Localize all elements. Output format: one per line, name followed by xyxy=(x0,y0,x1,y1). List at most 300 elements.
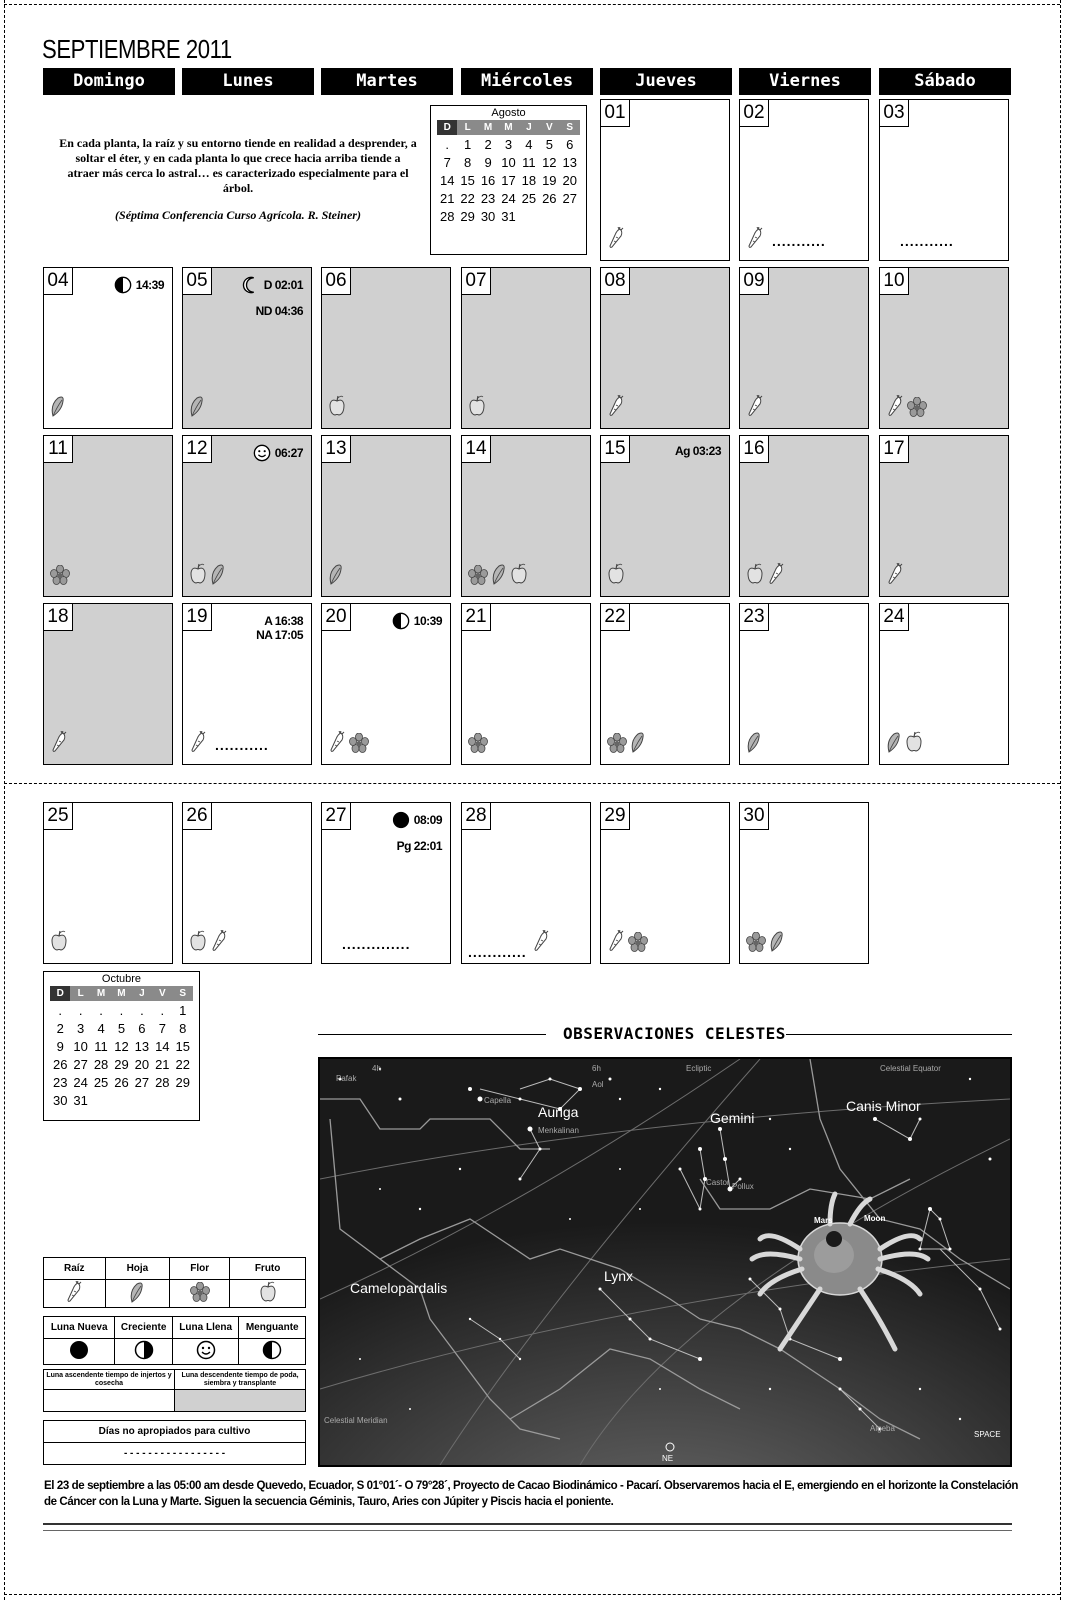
star xyxy=(739,1178,742,1181)
mini-weekday: V xyxy=(539,120,559,135)
star xyxy=(478,1097,483,1102)
mini-day: 11 xyxy=(522,154,536,170)
hoja-icon xyxy=(769,930,785,957)
organ-icons xyxy=(189,563,226,590)
mini-calendar-august xyxy=(430,105,587,255)
star xyxy=(838,1357,842,1361)
moon-phase-info xyxy=(392,811,442,829)
day-number: 30 xyxy=(740,803,769,830)
label-capella: Capella xyxy=(484,1096,512,1105)
day-cell[interactable] xyxy=(739,267,869,429)
legend-menguante-label: Menguante xyxy=(239,1317,306,1339)
legend-waxing-moon-icon xyxy=(115,1339,173,1365)
raiz-icon xyxy=(746,227,764,254)
hoja-icon xyxy=(886,731,902,758)
mini-day xyxy=(539,207,559,225)
legend-bad-days-label: Días no apropiados para cultivo xyxy=(44,1421,306,1443)
mini-day: 3 xyxy=(504,136,513,152)
mini-day: 21 xyxy=(155,1056,170,1072)
day-number: 29 xyxy=(601,803,630,830)
star xyxy=(379,1188,381,1190)
legend-fruto-label: Fruto xyxy=(230,1258,306,1280)
legend-raiz-icon-cell xyxy=(44,1280,106,1308)
day-number: 02 xyxy=(740,100,769,127)
organ-icons xyxy=(746,930,785,957)
mini-day xyxy=(519,207,539,225)
fruto-icon xyxy=(189,930,207,957)
mini-day: 10 xyxy=(73,1038,88,1054)
day-cell[interactable] xyxy=(321,435,451,597)
mini-calendar-title: Octubre xyxy=(101,973,142,985)
hoja-icon xyxy=(491,563,507,590)
flor-icon xyxy=(607,733,627,758)
day-cell[interactable] xyxy=(739,99,869,261)
mini-day: . xyxy=(445,136,450,152)
day-cell[interactable] xyxy=(321,802,451,964)
mini-day: 28 xyxy=(439,208,455,224)
mini-day: 27 xyxy=(562,190,577,206)
day-cell[interactable] xyxy=(600,267,730,429)
raiz-icon xyxy=(65,1295,83,1306)
star xyxy=(409,1408,411,1410)
day-number: 05 xyxy=(183,268,212,295)
star xyxy=(609,1078,612,1081)
organ-icons xyxy=(607,563,625,590)
mini-day: 18 xyxy=(521,172,537,188)
mini-day: 28 xyxy=(93,1056,109,1072)
star xyxy=(949,1248,952,1251)
star xyxy=(919,1248,922,1251)
hoja-icon xyxy=(189,395,205,422)
day-cell[interactable] xyxy=(600,603,730,765)
day-cell[interactable] xyxy=(879,435,1009,597)
legend-ascend-swatch xyxy=(44,1390,175,1412)
day-cell[interactable] xyxy=(182,802,312,964)
mini-day xyxy=(560,207,580,225)
label-moon: Moon xyxy=(864,1214,886,1223)
legend-luna-nueva-label: Luna Nueva xyxy=(44,1317,115,1339)
flor-icon xyxy=(628,932,648,957)
right-dashed-border xyxy=(1060,0,1061,1600)
mini-day: 27 xyxy=(134,1074,150,1090)
fruto-icon xyxy=(510,563,528,590)
unsuitable-marker: .............. xyxy=(342,936,411,952)
hoja-icon xyxy=(210,563,226,590)
legend-ascend-label: Luna ascendente tiempo de injertos y cosecha xyxy=(44,1370,175,1390)
label-castor: Castor xyxy=(706,1178,730,1187)
star xyxy=(779,1308,782,1311)
mini-day: 30 xyxy=(480,208,496,224)
left-dashed-border xyxy=(4,0,5,1600)
label-aol: Aol xyxy=(592,1080,604,1089)
organ-icons xyxy=(607,930,648,957)
organ-icons xyxy=(328,563,344,590)
legend-descend-swatch xyxy=(175,1390,306,1412)
weekday-5: Viernes xyxy=(739,68,871,95)
day-cell[interactable] xyxy=(461,802,591,964)
mini-day: 13 xyxy=(134,1038,150,1054)
star xyxy=(468,1087,472,1091)
organ-icons xyxy=(50,930,68,957)
event-note: NA 17:05 xyxy=(256,628,303,642)
day-cell[interactable] xyxy=(879,99,1009,261)
star xyxy=(519,1178,522,1181)
mini-weekday: J xyxy=(519,120,539,135)
mini-day: 26 xyxy=(114,1074,129,1090)
mini-day: 7 xyxy=(443,154,451,170)
star xyxy=(499,1338,501,1340)
organ-icons xyxy=(746,731,762,758)
star xyxy=(469,1318,471,1320)
day-number: 13 xyxy=(322,436,351,463)
mini-day: 31 xyxy=(501,208,516,224)
raiz-icon xyxy=(607,395,625,422)
day-cell[interactable] xyxy=(600,435,730,597)
label-ecliptic: Ecliptic xyxy=(686,1064,712,1073)
organ-icons xyxy=(468,930,550,960)
unsuitable-marker: ........... xyxy=(772,233,826,249)
day-number: 27 xyxy=(322,803,351,830)
unsuitable-marker: ........... xyxy=(900,233,954,249)
day-cell[interactable] xyxy=(43,603,173,765)
moon-time: D 02:01 xyxy=(263,278,303,292)
star xyxy=(839,1388,842,1391)
raiz-icon xyxy=(328,731,346,758)
star xyxy=(619,1098,621,1100)
star-chart-graphic xyxy=(320,1059,1010,1465)
raiz-icon xyxy=(50,731,68,758)
day-cell[interactable] xyxy=(321,267,451,429)
star xyxy=(928,1207,932,1211)
raiz-icon xyxy=(886,395,904,422)
star xyxy=(528,1127,533,1132)
day-cell[interactable] xyxy=(43,435,173,597)
label-mars: Mars xyxy=(814,1216,833,1225)
star xyxy=(873,1117,877,1121)
star xyxy=(919,1388,921,1390)
event-note: Pg 22:01 xyxy=(396,839,442,853)
day-number: 14 xyxy=(462,436,491,463)
star xyxy=(549,1078,552,1081)
day-cell[interactable] xyxy=(182,435,312,597)
flor-icon xyxy=(746,932,766,957)
fruto-icon xyxy=(328,395,346,422)
mini-day: 20 xyxy=(134,1056,150,1072)
organ-icons xyxy=(468,563,528,590)
day-number: 24 xyxy=(880,604,909,631)
day-number: 07 xyxy=(462,268,491,295)
mini-day: 15 xyxy=(175,1038,190,1054)
weekday-2: Martes xyxy=(321,68,453,95)
day-number: 20 xyxy=(322,604,351,631)
organ-icons xyxy=(468,733,488,758)
mini-day: 11 xyxy=(94,1038,108,1054)
organ-icons xyxy=(50,731,68,758)
star xyxy=(359,1358,361,1360)
mini-day: 29 xyxy=(175,1074,190,1090)
moon-phase-info xyxy=(114,276,164,294)
raiz-icon xyxy=(607,227,625,254)
star xyxy=(539,1148,542,1151)
mini-day: 30 xyxy=(52,1092,68,1108)
mini-day: 22 xyxy=(460,190,475,206)
flor-icon xyxy=(907,397,927,422)
mini-day: . xyxy=(140,1002,144,1018)
star xyxy=(699,1208,702,1211)
label-celestial-meridian: Celestial Meridian xyxy=(324,1416,388,1425)
mini-day: 8 xyxy=(179,1020,187,1036)
footer-rule-2 xyxy=(43,1530,1012,1531)
star xyxy=(578,1087,582,1091)
day-cell[interactable] xyxy=(182,603,312,765)
fruto-icon xyxy=(189,563,207,590)
mini-weekday: L xyxy=(457,120,477,135)
day-cell[interactable] xyxy=(739,802,869,964)
day-cell[interactable] xyxy=(43,802,173,964)
mini-weekday: M xyxy=(498,120,518,135)
day-cell[interactable] xyxy=(739,435,869,597)
organ-icons xyxy=(468,395,486,422)
mini-weekday: D xyxy=(437,120,457,135)
mini-day: 10 xyxy=(501,154,516,170)
day-number: 23 xyxy=(740,604,769,631)
day-number: 17 xyxy=(880,436,909,463)
organ-icons xyxy=(886,563,904,590)
star xyxy=(519,1098,522,1101)
mini-day: 24 xyxy=(73,1074,88,1090)
observations-rule-right xyxy=(786,1034,1012,1035)
label-algeba: Algeba xyxy=(870,1424,895,1433)
mini-day: . xyxy=(99,1002,103,1018)
organ-icons xyxy=(746,563,785,590)
legend-descend-label: Luna descendente tiempo de poda, siembra y transplante xyxy=(175,1370,306,1390)
star xyxy=(679,1168,682,1171)
star xyxy=(619,1168,621,1170)
organ-icons xyxy=(886,731,923,758)
legend-flor-label: Flor xyxy=(170,1258,230,1280)
day-cell[interactable] xyxy=(461,435,591,597)
hoja-icon xyxy=(746,731,762,758)
mini-weekday: M xyxy=(91,986,111,1001)
organ-icons xyxy=(189,395,205,422)
legend-ascend-table xyxy=(43,1369,306,1412)
hoja-icon xyxy=(50,395,66,422)
unsuitable-marker: ........... xyxy=(215,737,269,753)
organ-icons xyxy=(50,395,66,422)
mini-day: 24 xyxy=(501,190,516,206)
label-celestial-equator: Celestial Equator xyxy=(880,1064,941,1073)
mini-weekday: S xyxy=(173,986,193,1001)
label-ne: NE xyxy=(662,1454,674,1463)
legend-hoja-label: Hoja xyxy=(105,1258,170,1280)
day-cell[interactable] xyxy=(600,802,730,964)
mini-calendar-table xyxy=(437,120,580,225)
mini-day: 25 xyxy=(521,190,537,206)
star xyxy=(659,1388,661,1390)
day-cell[interactable] xyxy=(321,603,451,765)
weekday-6: Sábado xyxy=(879,68,1011,95)
unsuitable-marker: ............ xyxy=(468,944,527,960)
star xyxy=(698,1357,702,1361)
mini-day: 3 xyxy=(77,1020,85,1036)
moon-time: Ag 03:23 xyxy=(674,444,721,458)
mini-day: . xyxy=(58,1002,63,1018)
legend-moons-table xyxy=(43,1316,306,1365)
mini-weekday: S xyxy=(560,120,580,135)
day-number: 03 xyxy=(880,100,909,127)
legend-hoja-icon-cell xyxy=(105,1280,170,1308)
label-camelopardalis: Camelopardalis xyxy=(350,1280,448,1296)
moon-time: 14:39 xyxy=(135,278,164,292)
flor-icon xyxy=(190,1294,210,1305)
legend-new-moon-icon xyxy=(44,1339,115,1365)
bottom-dashed-border xyxy=(4,1594,1060,1595)
mini-calendar-title: Agosto xyxy=(491,107,526,119)
mini-day: 5 xyxy=(117,1020,126,1036)
mini-day: 29 xyxy=(460,208,475,224)
mini-day: 23 xyxy=(480,190,496,206)
star xyxy=(639,1208,641,1210)
star xyxy=(749,1278,752,1281)
flor-icon xyxy=(468,733,488,758)
mini-day: . xyxy=(160,1002,165,1018)
star xyxy=(569,1218,571,1220)
mini-day xyxy=(173,1091,193,1109)
moon-time: 06:27 xyxy=(274,446,303,460)
mini-day: 26 xyxy=(52,1056,68,1072)
day-number: 08 xyxy=(601,268,630,295)
day-cell[interactable] xyxy=(461,603,591,765)
mini-day: 4 xyxy=(525,136,533,152)
star xyxy=(908,1137,912,1141)
raiz-icon xyxy=(746,395,764,422)
mini-day: 2 xyxy=(484,136,492,152)
day-cell[interactable] xyxy=(461,267,591,429)
legend-raiz-label: Raíz xyxy=(44,1258,106,1280)
fruto-icon xyxy=(905,731,923,758)
day-number: 12 xyxy=(183,436,212,463)
label-pollux: Pollux xyxy=(732,1182,754,1191)
day-cell[interactable] xyxy=(600,99,730,261)
legend-waning-moon-icon xyxy=(239,1339,306,1365)
mini-day: 28 xyxy=(155,1074,170,1090)
star xyxy=(989,1158,992,1161)
raiz-icon xyxy=(767,563,785,590)
star xyxy=(939,1218,942,1221)
star xyxy=(919,1118,922,1121)
organ-icons xyxy=(607,395,625,422)
mini-day: 16 xyxy=(480,172,496,188)
day-cell[interactable] xyxy=(182,267,312,429)
day-number: 19 xyxy=(183,604,212,631)
organ-icons xyxy=(328,395,346,422)
day-number: 10 xyxy=(880,268,909,295)
mini-weekday: M xyxy=(111,986,131,1001)
moon-phase-info xyxy=(242,276,303,294)
star xyxy=(629,1318,632,1321)
observation-caption: El 23 de septiembre a las 05:00 am desde Quevedo, Ecuador, S 01°01´- O 79°28´, Proyecto de Cacao Biodinámico - Pacarí. Observaremos hacia el E, emergiendo en el horizonte la Constelación de Cáncer con la Luna y Marte. Siguen la secuencia Géminis, Tauro, Aries con Júpiter y Piscis hacia el poniente. xyxy=(44,1480,1019,1508)
day-cell[interactable] xyxy=(43,267,173,429)
moon-time: 10:39 xyxy=(413,614,442,628)
legend-bad-days-table xyxy=(43,1420,306,1465)
legend-fruto-icon-cell xyxy=(230,1280,306,1308)
day-number: 22 xyxy=(601,604,630,631)
star xyxy=(789,1148,791,1150)
star xyxy=(969,1078,971,1080)
mini-day: 15 xyxy=(460,172,475,188)
mini-day xyxy=(132,1091,152,1109)
flor-icon xyxy=(349,733,369,758)
label-auriga: Auriga xyxy=(538,1104,579,1120)
day-number: 25 xyxy=(44,803,73,830)
legend-flor-icon-cell xyxy=(170,1280,230,1308)
raiz-icon xyxy=(607,930,625,957)
day-number: 11 xyxy=(44,436,73,463)
label-6h: 6h xyxy=(592,1064,601,1073)
event-note: ND 04:36 xyxy=(255,304,303,318)
top-dashed-border xyxy=(4,4,1060,5)
day-cell[interactable] xyxy=(879,603,1009,765)
day-number: 28 xyxy=(462,803,491,830)
star xyxy=(718,1127,722,1131)
star xyxy=(769,1118,771,1120)
mini-day: 26 xyxy=(542,190,557,206)
raiz-icon xyxy=(189,731,207,758)
legend-creciente-label: Creciente xyxy=(115,1317,173,1339)
weekday-4: Jueves xyxy=(600,68,732,95)
mini-weekday: V xyxy=(152,986,172,1001)
mini-calendar-table xyxy=(50,986,193,1109)
star xyxy=(519,1358,521,1360)
hoja-icon xyxy=(129,1295,145,1306)
moon-phase-icon xyxy=(242,276,260,294)
raiz-icon xyxy=(210,930,228,957)
mini-day: 1 xyxy=(179,1002,187,1018)
footer-rule-1 xyxy=(43,1523,1012,1525)
moon-phase-icon xyxy=(253,444,271,462)
mini-day: 5 xyxy=(545,136,553,152)
star xyxy=(599,1288,602,1291)
legend-full-moon-icon xyxy=(172,1339,239,1365)
flor-icon xyxy=(468,565,488,590)
raiz-icon xyxy=(886,563,904,590)
mini-day xyxy=(111,1091,131,1109)
raiz-icon xyxy=(532,930,550,957)
fruto-icon xyxy=(259,1295,277,1306)
day-cell[interactable] xyxy=(879,267,1009,429)
mini-day: 21 xyxy=(439,190,455,206)
star xyxy=(649,1338,652,1341)
quote-text: En cada planta, la raíz y su entorno tiende en realidad a desprender, a soltar el éter, y en cada planta lo que crece hacia arriba tiende a atraer más cerca lo astral… es caracterizado especialmente para el árbol. xyxy=(59,136,417,195)
day-number: 18 xyxy=(44,604,73,631)
mini-day xyxy=(152,1091,172,1109)
moon-phase-info xyxy=(392,612,442,630)
star xyxy=(459,1168,461,1170)
moon-phase-info xyxy=(253,444,303,462)
weekday-0: Domingo xyxy=(43,68,175,95)
label-menkalinan: Menkalinan xyxy=(538,1126,579,1135)
mini-day: 2 xyxy=(56,1020,64,1036)
moon-phase-info xyxy=(675,444,721,458)
day-cell[interactable] xyxy=(739,603,869,765)
moon-phase-icon xyxy=(392,612,410,630)
label-pafak: Pafak xyxy=(336,1074,357,1083)
mini-day: 25 xyxy=(93,1074,109,1090)
mini-day: 12 xyxy=(542,154,557,170)
organ-icons xyxy=(50,565,70,590)
mini-weekday: M xyxy=(478,120,498,135)
mini-day: 1 xyxy=(464,136,472,152)
